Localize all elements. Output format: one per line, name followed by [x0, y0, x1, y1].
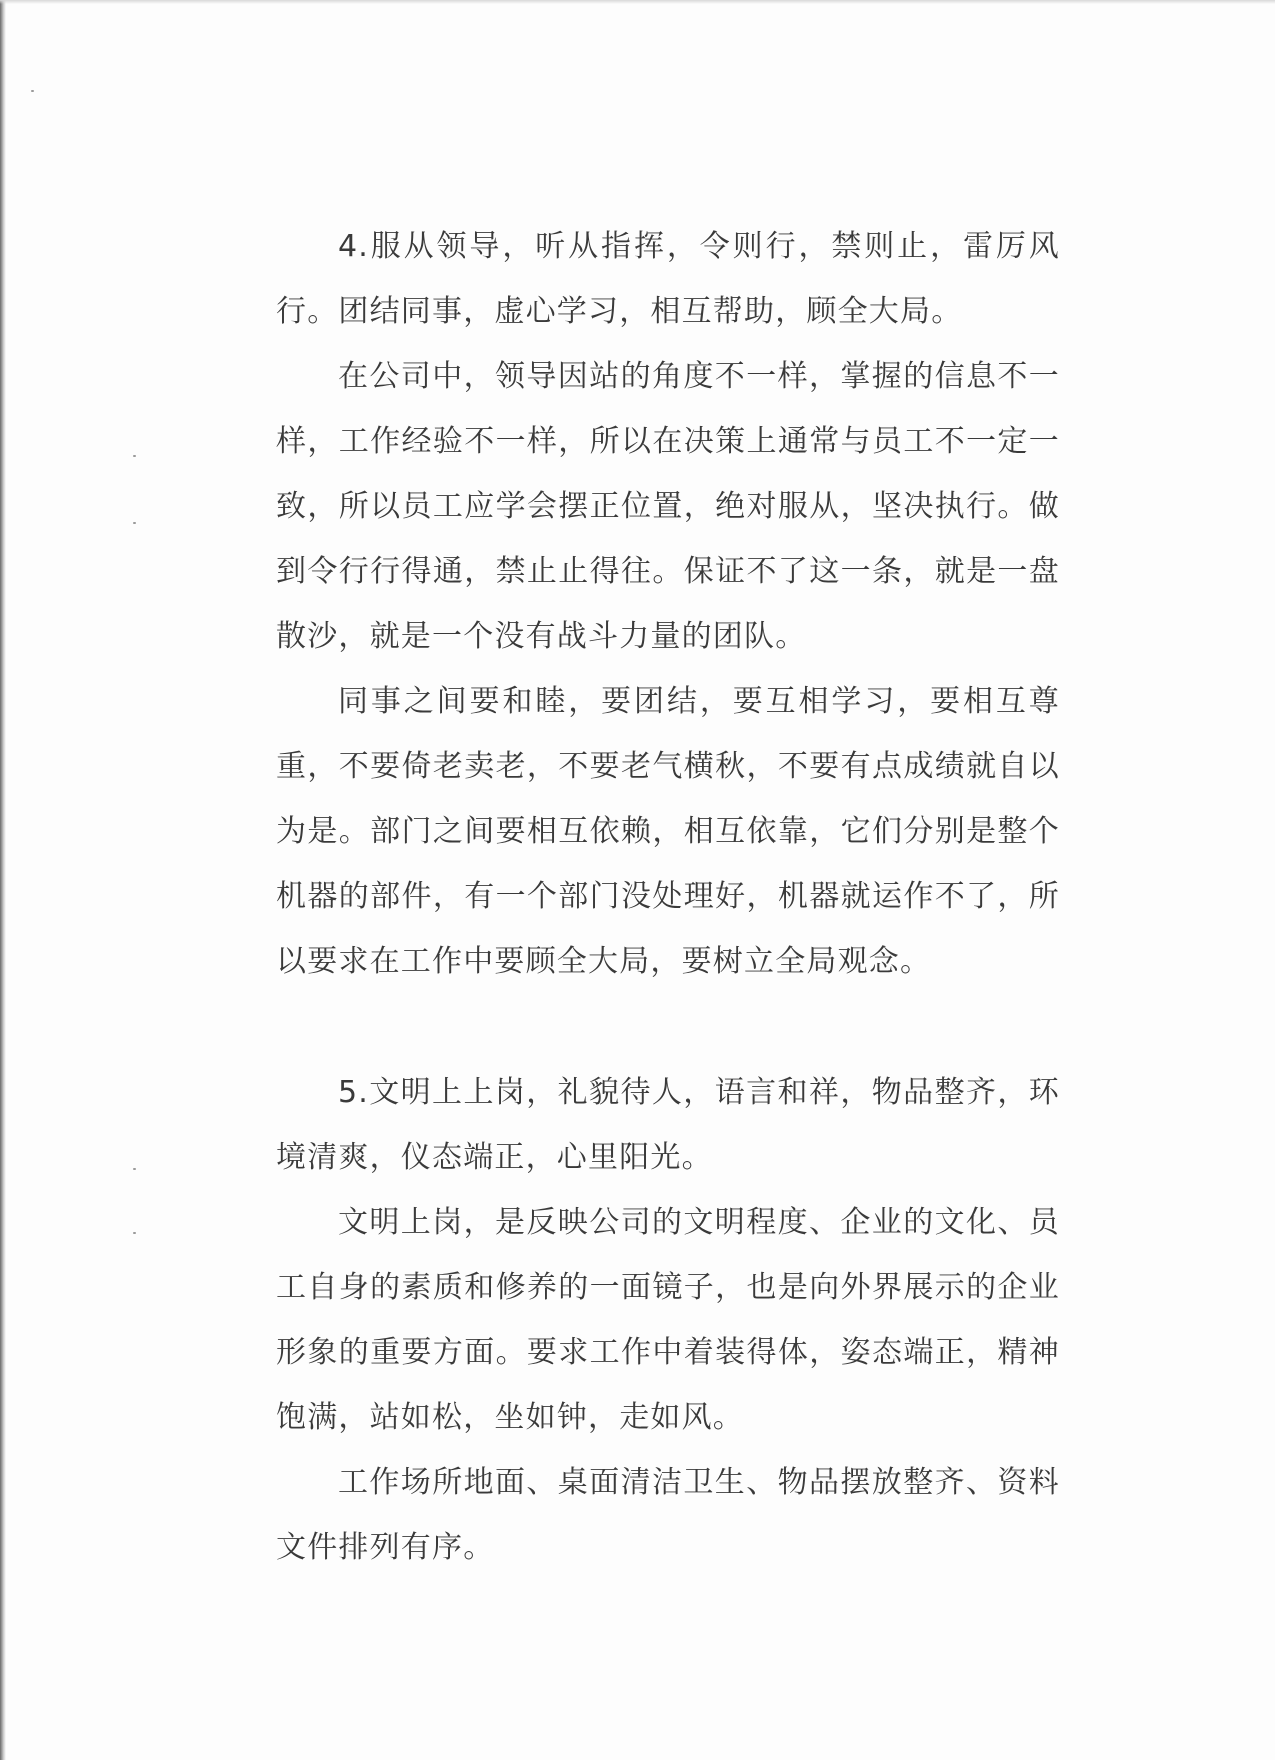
scan-edge-shadow	[0, 0, 6, 1760]
paragraph-civilized-work: 文明上岗，是反映公司的文明程度、企业的文化、员工自身的素质和修养的一面镜子，也是向外界展示的企业形象的重要方面。要求工作中着装得体，姿态端正，精神饱满，站如松，坐如钟，走如风。	[276, 1205, 1060, 1435]
paragraph-colleague-unity: 同事之间要和睦，要团结，要互相学习，要相互尊重，不要倚老卖老，不要老气横秋，不要有点成绩就自以为是。部门之间要相互依赖，相互依靠，它们分别是整个机器的部件，有一个部门没处理好，机器就运作不了，所以要求在工作中要顾全大局，要树立全局观念。	[276, 684, 1060, 979]
paragraph-obey-leadership: 在公司中，领导因站的角度不一样，掌握的信息不一样，工作经验不一样，所以在决策上通常与员工不一定一致，所以员工应学会摆正位置，绝对服从，坚决执行。做到令行行得通，禁止止得往。保证不了这一条，就是一盘散沙，就是一个没有战斗力量的团队。	[276, 359, 1060, 654]
scan-speck	[31, 90, 34, 92]
scan-speck	[133, 455, 136, 457]
paragraph-workplace-tidiness: 工作场所地面、桌面清洁卫生、物品摆放整齐、资料文件排列有序。	[276, 1465, 1060, 1565]
section-5-text	[276, 1060, 1060, 1580]
scan-speck	[133, 1232, 136, 1234]
scan-edge-top-shadow	[0, 0, 1275, 4]
paragraph-section-5-heading: 5.文明上上岗，礼貌待人，语言和祥，物品整齐，环境清爽，仪态端正，心里阳光。	[276, 1075, 1060, 1175]
section-4-text	[276, 214, 1060, 994]
scan-speck	[133, 522, 136, 524]
scan-speck	[133, 1168, 136, 1170]
paragraph-section-4-heading: 4.服从领导，听从指挥，令则行，禁则止，雷厉风行。团结同事，虚心学习，相互帮助，顾全大局。	[276, 229, 1060, 329]
